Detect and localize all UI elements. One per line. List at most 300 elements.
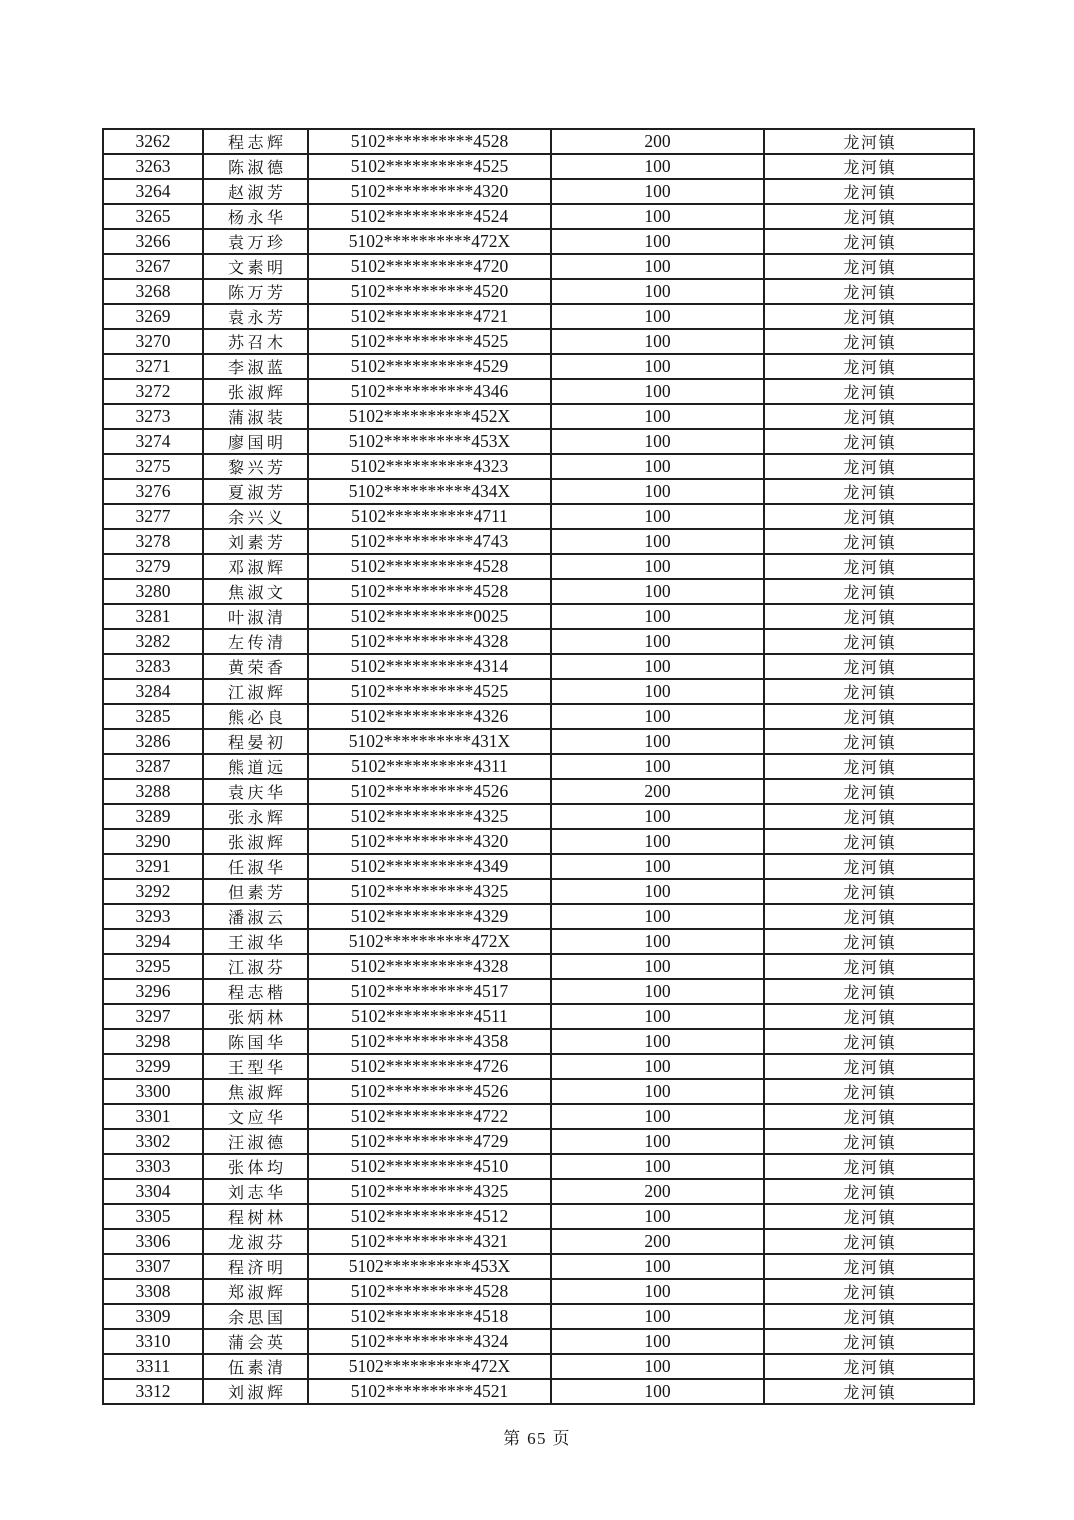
cell-person-name: 焦淑文 xyxy=(203,579,308,604)
table-row xyxy=(103,1179,974,1204)
table-row xyxy=(103,1079,974,1104)
cell-amount: 100 xyxy=(551,1354,764,1379)
cell-town: 龙河镇 xyxy=(764,554,974,579)
cell-person-name: 蒲会英 xyxy=(203,1329,308,1354)
cell-person-name: 熊必良 xyxy=(203,704,308,729)
cell-serial-number: 3286 xyxy=(103,729,203,754)
cell-amount: 100 xyxy=(551,204,764,229)
cell-town: 龙河镇 xyxy=(764,154,974,179)
table-row xyxy=(103,729,974,754)
cell-amount: 100 xyxy=(551,229,764,254)
cell-serial-number: 3280 xyxy=(103,579,203,604)
cell-town: 龙河镇 xyxy=(764,904,974,929)
cell-amount: 100 xyxy=(551,1279,764,1304)
cell-person-name: 文素明 xyxy=(203,254,308,279)
cell-serial-number: 3292 xyxy=(103,879,203,904)
cell-amount: 100 xyxy=(551,554,764,579)
cell-serial-number: 3285 xyxy=(103,704,203,729)
cell-amount: 100 xyxy=(551,1129,764,1154)
cell-serial-number: 3262 xyxy=(103,129,203,154)
cell-amount: 100 xyxy=(551,1104,764,1129)
cell-town: 龙河镇 xyxy=(764,729,974,754)
table-row xyxy=(103,829,974,854)
cell-amount: 100 xyxy=(551,479,764,504)
cell-id-number: 5102**********472X xyxy=(308,929,551,954)
cell-serial-number: 3281 xyxy=(103,604,203,629)
cell-amount: 100 xyxy=(551,254,764,279)
cell-town: 龙河镇 xyxy=(764,679,974,704)
cell-town: 龙河镇 xyxy=(764,1229,974,1254)
cell-amount: 100 xyxy=(551,1254,764,1279)
cell-serial-number: 3310 xyxy=(103,1329,203,1354)
cell-serial-number: 3287 xyxy=(103,754,203,779)
cell-amount: 100 xyxy=(551,529,764,554)
cell-amount: 100 xyxy=(551,729,764,754)
cell-amount: 100 xyxy=(551,279,764,304)
table-row xyxy=(103,1154,974,1179)
cell-id-number: 5102**********4721 xyxy=(308,304,551,329)
table-row xyxy=(103,804,974,829)
cell-town: 龙河镇 xyxy=(764,629,974,654)
cell-town: 龙河镇 xyxy=(764,1204,974,1229)
table-row xyxy=(103,504,974,529)
table-row xyxy=(103,629,974,654)
cell-serial-number: 3263 xyxy=(103,154,203,179)
cell-town: 龙河镇 xyxy=(764,1104,974,1129)
cell-town: 龙河镇 xyxy=(764,229,974,254)
cell-id-number: 5102**********4528 xyxy=(308,554,551,579)
beneficiary-table xyxy=(102,128,975,1405)
cell-town: 龙河镇 xyxy=(764,954,974,979)
cell-town: 龙河镇 xyxy=(764,829,974,854)
table-row xyxy=(103,329,974,354)
table-row xyxy=(103,654,974,679)
cell-id-number: 5102**********4358 xyxy=(308,1029,551,1054)
table-row xyxy=(103,479,974,504)
page-number-text: 第 65 页 xyxy=(503,1429,571,1448)
cell-id-number: 5102**********4720 xyxy=(308,254,551,279)
cell-id-number: 5102**********434X xyxy=(308,479,551,504)
table-row xyxy=(103,254,974,279)
cell-amount: 100 xyxy=(551,1304,764,1329)
cell-person-name: 王淑华 xyxy=(203,929,308,954)
cell-id-number: 5102**********4328 xyxy=(308,954,551,979)
cell-id-number: 5102**********4520 xyxy=(308,279,551,304)
cell-person-name: 黄荣香 xyxy=(203,654,308,679)
cell-amount: 100 xyxy=(551,679,764,704)
cell-serial-number: 3304 xyxy=(103,1179,203,1204)
cell-serial-number: 3279 xyxy=(103,554,203,579)
cell-town: 龙河镇 xyxy=(764,1379,974,1404)
cell-serial-number: 3276 xyxy=(103,479,203,504)
cell-amount: 100 xyxy=(551,929,764,954)
cell-town: 龙河镇 xyxy=(764,179,974,204)
table-row xyxy=(103,779,974,804)
table-row xyxy=(103,229,974,254)
cell-id-number: 5102**********4511 xyxy=(308,1004,551,1029)
cell-town: 龙河镇 xyxy=(764,304,974,329)
cell-serial-number: 3305 xyxy=(103,1204,203,1229)
cell-person-name: 张淑辉 xyxy=(203,829,308,854)
cell-town: 龙河镇 xyxy=(764,254,974,279)
cell-serial-number: 3268 xyxy=(103,279,203,304)
cell-amount: 100 xyxy=(551,1004,764,1029)
cell-serial-number: 3265 xyxy=(103,204,203,229)
cell-person-name: 蒲淑装 xyxy=(203,404,308,429)
cell-id-number: 5102**********4521 xyxy=(308,1379,551,1404)
cell-person-name: 苏召木 xyxy=(203,329,308,354)
table-row xyxy=(103,604,974,629)
cell-id-number: 5102**********431X xyxy=(308,729,551,754)
cell-id-number: 5102**********4314 xyxy=(308,654,551,679)
cell-amount: 100 xyxy=(551,979,764,1004)
cell-town: 龙河镇 xyxy=(764,1154,974,1179)
table-row xyxy=(103,1129,974,1154)
cell-person-name: 江淑辉 xyxy=(203,679,308,704)
page-footer xyxy=(0,1424,1074,1449)
cell-town: 龙河镇 xyxy=(764,1129,974,1154)
cell-amount: 100 xyxy=(551,1204,764,1229)
table-row xyxy=(103,279,974,304)
cell-serial-number: 3291 xyxy=(103,854,203,879)
cell-id-number: 5102**********472X xyxy=(308,1354,551,1379)
cell-person-name: 刘淑辉 xyxy=(203,1379,308,1404)
cell-serial-number: 3273 xyxy=(103,404,203,429)
cell-id-number: 5102**********4324 xyxy=(308,1329,551,1354)
cell-id-number: 5102**********4529 xyxy=(308,354,551,379)
cell-person-name: 刘志华 xyxy=(203,1179,308,1204)
cell-person-name: 张淑辉 xyxy=(203,379,308,404)
cell-serial-number: 3302 xyxy=(103,1129,203,1154)
cell-amount: 200 xyxy=(551,1179,764,1204)
cell-id-number: 5102**********0025 xyxy=(308,604,551,629)
cell-serial-number: 3267 xyxy=(103,254,203,279)
table-row xyxy=(103,1354,974,1379)
cell-id-number: 5102**********4320 xyxy=(308,179,551,204)
table-row xyxy=(103,929,974,954)
cell-amount: 100 xyxy=(551,404,764,429)
cell-town: 龙河镇 xyxy=(764,704,974,729)
cell-amount: 100 xyxy=(551,429,764,454)
cell-town: 龙河镇 xyxy=(764,354,974,379)
cell-town: 龙河镇 xyxy=(764,1254,974,1279)
cell-amount: 200 xyxy=(551,129,764,154)
cell-town: 龙河镇 xyxy=(764,1079,974,1104)
cell-serial-number: 3294 xyxy=(103,929,203,954)
cell-serial-number: 3309 xyxy=(103,1304,203,1329)
cell-id-number: 5102**********452X xyxy=(308,404,551,429)
cell-person-name: 陈淑德 xyxy=(203,154,308,179)
cell-town: 龙河镇 xyxy=(764,929,974,954)
cell-town: 龙河镇 xyxy=(764,329,974,354)
cell-person-name: 程志辉 xyxy=(203,129,308,154)
cell-serial-number: 3299 xyxy=(103,1054,203,1079)
table-row xyxy=(103,379,974,404)
cell-person-name: 余思国 xyxy=(203,1304,308,1329)
cell-serial-number: 3303 xyxy=(103,1154,203,1179)
cell-amount: 100 xyxy=(551,454,764,479)
cell-id-number: 5102**********4311 xyxy=(308,754,551,779)
cell-serial-number: 3311 xyxy=(103,1354,203,1379)
cell-serial-number: 3307 xyxy=(103,1254,203,1279)
cell-person-name: 潘淑云 xyxy=(203,904,308,929)
table-row xyxy=(103,154,974,179)
cell-serial-number: 3298 xyxy=(103,1029,203,1054)
table-row xyxy=(103,129,974,154)
cell-id-number: 5102**********4525 xyxy=(308,679,551,704)
table-row xyxy=(103,1329,974,1354)
cell-serial-number: 3297 xyxy=(103,1004,203,1029)
cell-id-number: 5102**********4325 xyxy=(308,879,551,904)
cell-town: 龙河镇 xyxy=(764,879,974,904)
cell-amount: 100 xyxy=(551,954,764,979)
cell-amount: 100 xyxy=(551,604,764,629)
cell-town: 龙河镇 xyxy=(764,804,974,829)
cell-serial-number: 3293 xyxy=(103,904,203,929)
cell-person-name: 程晏初 xyxy=(203,729,308,754)
cell-person-name: 张炳林 xyxy=(203,1004,308,1029)
cell-serial-number: 3300 xyxy=(103,1079,203,1104)
cell-town: 龙河镇 xyxy=(764,454,974,479)
cell-person-name: 任淑华 xyxy=(203,854,308,879)
cell-town: 龙河镇 xyxy=(764,429,974,454)
cell-person-name: 但素芳 xyxy=(203,879,308,904)
cell-town: 龙河镇 xyxy=(764,379,974,404)
cell-person-name: 龙淑芬 xyxy=(203,1229,308,1254)
cell-amount: 100 xyxy=(551,1154,764,1179)
cell-id-number: 5102**********4325 xyxy=(308,804,551,829)
cell-id-number: 5102**********4326 xyxy=(308,704,551,729)
cell-amount: 100 xyxy=(551,804,764,829)
cell-town: 龙河镇 xyxy=(764,129,974,154)
cell-serial-number: 3272 xyxy=(103,379,203,404)
cell-id-number: 5102**********4320 xyxy=(308,829,551,854)
table-row xyxy=(103,704,974,729)
cell-town: 龙河镇 xyxy=(764,1329,974,1354)
table-row xyxy=(103,879,974,904)
table-row xyxy=(103,1054,974,1079)
cell-person-name: 刘素芳 xyxy=(203,529,308,554)
table-row xyxy=(103,854,974,879)
cell-amount: 100 xyxy=(551,179,764,204)
cell-amount: 200 xyxy=(551,779,764,804)
cell-id-number: 5102**********4526 xyxy=(308,1079,551,1104)
cell-id-number: 5102**********4525 xyxy=(308,329,551,354)
cell-town: 龙河镇 xyxy=(764,1354,974,1379)
table-row xyxy=(103,404,974,429)
cell-amount: 100 xyxy=(551,1329,764,1354)
cell-amount: 100 xyxy=(551,304,764,329)
cell-amount: 100 xyxy=(551,1379,764,1404)
cell-id-number: 5102**********4517 xyxy=(308,979,551,1004)
cell-person-name: 程志楷 xyxy=(203,979,308,1004)
cell-person-name: 熊道远 xyxy=(203,754,308,779)
table-body xyxy=(103,129,974,1404)
cell-id-number: 5102**********4323 xyxy=(308,454,551,479)
cell-id-number: 5102**********4329 xyxy=(308,904,551,929)
cell-person-name: 焦淑辉 xyxy=(203,1079,308,1104)
cell-person-name: 叶淑清 xyxy=(203,604,308,629)
cell-id-number: 5102**********4325 xyxy=(308,1179,551,1204)
cell-person-name: 袁永芳 xyxy=(203,304,308,329)
cell-town: 龙河镇 xyxy=(764,404,974,429)
cell-serial-number: 3290 xyxy=(103,829,203,854)
table-row xyxy=(103,1204,974,1229)
cell-id-number: 5102**********4526 xyxy=(308,779,551,804)
cell-amount: 100 xyxy=(551,829,764,854)
cell-serial-number: 3296 xyxy=(103,979,203,1004)
cell-person-name: 张体均 xyxy=(203,1154,308,1179)
cell-serial-number: 3301 xyxy=(103,1104,203,1129)
cell-person-name: 陈国华 xyxy=(203,1029,308,1054)
cell-serial-number: 3271 xyxy=(103,354,203,379)
cell-amount: 100 xyxy=(551,904,764,929)
table-row xyxy=(103,204,974,229)
cell-serial-number: 3295 xyxy=(103,954,203,979)
cell-serial-number: 3275 xyxy=(103,454,203,479)
cell-id-number: 5102**********4729 xyxy=(308,1129,551,1154)
cell-person-name: 廖国明 xyxy=(203,429,308,454)
table-row xyxy=(103,1229,974,1254)
cell-amount: 100 xyxy=(551,879,764,904)
cell-id-number: 5102**********4722 xyxy=(308,1104,551,1129)
cell-serial-number: 3269 xyxy=(103,304,203,329)
table-row xyxy=(103,954,974,979)
cell-town: 龙河镇 xyxy=(764,604,974,629)
table-row xyxy=(103,754,974,779)
cell-town: 龙河镇 xyxy=(764,279,974,304)
cell-person-name: 王型华 xyxy=(203,1054,308,1079)
cell-person-name: 文应华 xyxy=(203,1104,308,1129)
cell-person-name: 杨永华 xyxy=(203,204,308,229)
cell-person-name: 程济明 xyxy=(203,1254,308,1279)
cell-id-number: 5102**********4528 xyxy=(308,579,551,604)
cell-town: 龙河镇 xyxy=(764,529,974,554)
cell-serial-number: 3284 xyxy=(103,679,203,704)
cell-id-number: 5102**********4510 xyxy=(308,1154,551,1179)
cell-amount: 100 xyxy=(551,154,764,179)
table-row xyxy=(103,1104,974,1129)
cell-amount: 100 xyxy=(551,1079,764,1104)
table-row xyxy=(103,1254,974,1279)
cell-serial-number: 3306 xyxy=(103,1229,203,1254)
cell-person-name: 赵淑芳 xyxy=(203,179,308,204)
cell-person-name: 邓淑辉 xyxy=(203,554,308,579)
cell-person-name: 郑淑辉 xyxy=(203,1279,308,1304)
cell-town: 龙河镇 xyxy=(764,654,974,679)
table-row xyxy=(103,429,974,454)
cell-town: 龙河镇 xyxy=(764,754,974,779)
table-row xyxy=(103,1029,974,1054)
cell-amount: 200 xyxy=(551,1229,764,1254)
cell-id-number: 5102**********453X xyxy=(308,429,551,454)
table-row xyxy=(103,979,974,1004)
cell-serial-number: 3308 xyxy=(103,1279,203,1304)
cell-id-number: 5102**********4528 xyxy=(308,129,551,154)
cell-town: 龙河镇 xyxy=(764,504,974,529)
cell-town: 龙河镇 xyxy=(764,854,974,879)
cell-person-name: 汪淑德 xyxy=(203,1129,308,1154)
cell-amount: 100 xyxy=(551,354,764,379)
cell-person-name: 陈万芳 xyxy=(203,279,308,304)
cell-person-name: 江淑芬 xyxy=(203,954,308,979)
cell-id-number: 5102**********4711 xyxy=(308,504,551,529)
table-row xyxy=(103,679,974,704)
cell-amount: 100 xyxy=(551,329,764,354)
table-row xyxy=(103,529,974,554)
cell-amount: 100 xyxy=(551,854,764,879)
table-row xyxy=(103,454,974,479)
cell-person-name: 黎兴芳 xyxy=(203,454,308,479)
table-row xyxy=(103,179,974,204)
cell-id-number: 5102**********4349 xyxy=(308,854,551,879)
cell-serial-number: 3266 xyxy=(103,229,203,254)
table-row xyxy=(103,554,974,579)
cell-serial-number: 3274 xyxy=(103,429,203,454)
cell-person-name: 袁庆华 xyxy=(203,779,308,804)
cell-serial-number: 3289 xyxy=(103,804,203,829)
cell-serial-number: 3282 xyxy=(103,629,203,654)
cell-person-name: 张永辉 xyxy=(203,804,308,829)
cell-serial-number: 3283 xyxy=(103,654,203,679)
table-row xyxy=(103,579,974,604)
cell-amount: 100 xyxy=(551,379,764,404)
cell-town: 龙河镇 xyxy=(764,1029,974,1054)
cell-person-name: 李淑蓝 xyxy=(203,354,308,379)
cell-person-name: 袁万珍 xyxy=(203,229,308,254)
cell-town: 龙河镇 xyxy=(764,979,974,1004)
table-row xyxy=(103,1279,974,1304)
cell-town: 龙河镇 xyxy=(764,1279,974,1304)
table-row xyxy=(103,1379,974,1404)
cell-amount: 100 xyxy=(551,654,764,679)
cell-town: 龙河镇 xyxy=(764,779,974,804)
cell-id-number: 5102**********4528 xyxy=(308,1279,551,1304)
table-row xyxy=(103,1304,974,1329)
table-row xyxy=(103,354,974,379)
cell-person-name: 夏淑芳 xyxy=(203,479,308,504)
cell-id-number: 5102**********4512 xyxy=(308,1204,551,1229)
cell-serial-number: 3277 xyxy=(103,504,203,529)
cell-amount: 100 xyxy=(551,704,764,729)
cell-serial-number: 3278 xyxy=(103,529,203,554)
cell-id-number: 5102**********4328 xyxy=(308,629,551,654)
cell-id-number: 5102**********453X xyxy=(308,1254,551,1279)
cell-id-number: 5102**********4346 xyxy=(308,379,551,404)
cell-id-number: 5102**********472X xyxy=(308,229,551,254)
cell-id-number: 5102**********4726 xyxy=(308,1054,551,1079)
cell-serial-number: 3312 xyxy=(103,1379,203,1404)
cell-person-name: 伍素清 xyxy=(203,1354,308,1379)
cell-id-number: 5102**********4525 xyxy=(308,154,551,179)
cell-person-name: 左传清 xyxy=(203,629,308,654)
cell-town: 龙河镇 xyxy=(764,1004,974,1029)
cell-serial-number: 3264 xyxy=(103,179,203,204)
table-row xyxy=(103,304,974,329)
cell-id-number: 5102**********4518 xyxy=(308,1304,551,1329)
cell-town: 龙河镇 xyxy=(764,1179,974,1204)
cell-amount: 100 xyxy=(551,1054,764,1079)
cell-amount: 100 xyxy=(551,1029,764,1054)
cell-town: 龙河镇 xyxy=(764,1054,974,1079)
cell-id-number: 5102**********4524 xyxy=(308,204,551,229)
cell-id-number: 5102**********4743 xyxy=(308,529,551,554)
cell-town: 龙河镇 xyxy=(764,1304,974,1329)
cell-town: 龙河镇 xyxy=(764,579,974,604)
cell-town: 龙河镇 xyxy=(764,479,974,504)
cell-serial-number: 3270 xyxy=(103,329,203,354)
table-row xyxy=(103,1004,974,1029)
